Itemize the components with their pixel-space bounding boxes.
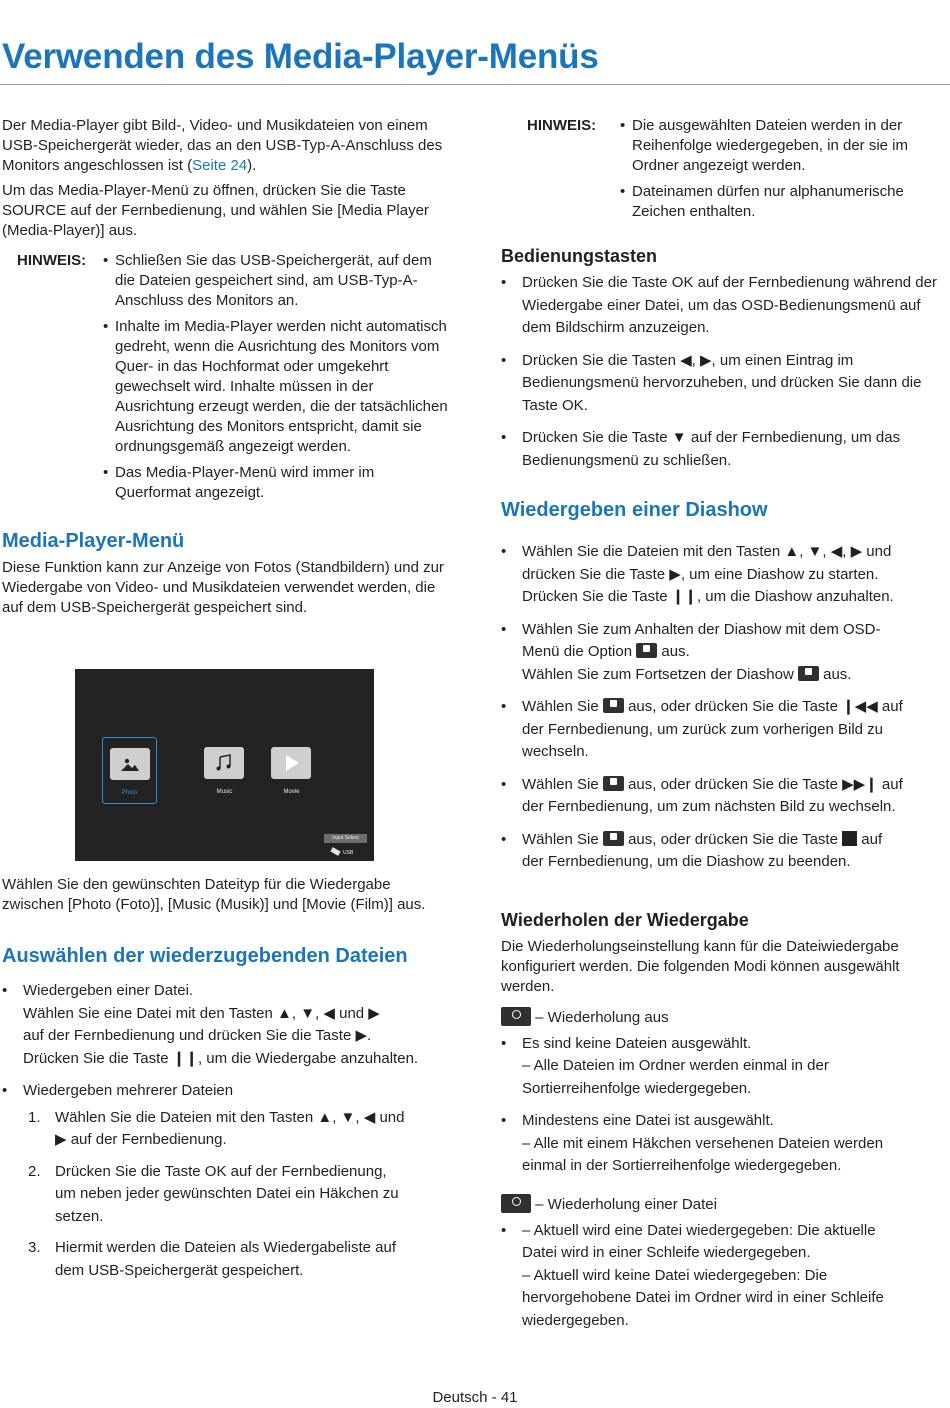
step-line: ▶ auf der Fernbedienung.	[55, 1131, 227, 1148]
controls-item: • Drücken Sie die Tasten ◀, ▶, um einen Eintrag im Bedienungsmenü hervorzuheben, und drücken Sie dann die Taste OK.	[501, 350, 946, 418]
multi-step	[23, 1237, 448, 1282]
repeat-one-item	[501, 1220, 946, 1333]
step-number: 2.	[28, 1162, 41, 1180]
select-files-heading: Auswählen der wiederzugebenden Dateien	[2, 945, 408, 967]
step-line: Drücken Sie die Taste OK auf der Fernbedienung,	[55, 1162, 387, 1180]
repeat-line: Sortierreihenfolge wiedergegeben.	[522, 1079, 752, 1097]
step-line: Hiermit werden die Dateien als Wiedergabeliste auf	[55, 1239, 397, 1256]
slideshow-line: der Fernbedienung, um die Diashow zu beenden.	[522, 853, 851, 870]
repeat-description: Die Wiederholungseinstellung kann für die Dateiwiedergabe konfiguriert werden. Die folgenden Modi können ausgewählt werden.	[501, 937, 900, 995]
repeat-one-row	[501, 1194, 946, 1216]
controls-heading: Bedienungstasten	[501, 246, 658, 266]
movie-label: Movie	[283, 789, 300, 795]
music-icon	[204, 747, 244, 779]
slideshow-item	[501, 696, 946, 764]
slideshow-text: aus.	[823, 665, 852, 683]
repeat-one-list	[501, 1220, 946, 1333]
slideshow-text: Wählen Sie	[522, 698, 599, 715]
repeat-off-row	[501, 1007, 946, 1029]
multi-step	[23, 1107, 448, 1152]
play-files-list	[2, 980, 448, 1103]
open-menu-paragraph: Um das Media-Player-Menü zu öffnen, drücken Sie die Taste SOURCE auf der Fernbedienung, und wählen Sie [Media Player (Media-Player)] aus.	[2, 182, 429, 239]
play-single-title: • Wiedergeben einer Datei.	[23, 982, 194, 999]
repeat-icon	[501, 1194, 531, 1213]
play-single-line: Wählen Sie eine Datei mit den Tasten ▲, ▼, ◀ und ▶	[23, 1004, 380, 1022]
slideshow-line	[522, 829, 946, 852]
slideshow-line	[522, 774, 946, 797]
input-select-button[interactable]: Input Select	[324, 834, 367, 843]
right-note-block	[501, 116, 946, 228]
slideshow-list	[501, 541, 946, 874]
slideshow-text: Wählen Sie	[522, 775, 599, 793]
stop-key-icon	[842, 831, 857, 846]
right-note-label: HINWEIS:	[527, 117, 597, 134]
media-player-screenshot	[75, 669, 374, 861]
music-label: Music	[216, 789, 233, 795]
left-column-lower	[2, 875, 448, 1291]
movie-tile[interactable]	[264, 737, 319, 804]
usb-label: USB	[343, 850, 354, 856]
slideshow-line: • Wählen Sie die Dateien mit den Tasten ▲, ▼, ◀, ▶ und	[522, 543, 892, 560]
media-player-menu-heading: Media-Player-Menü	[2, 530, 185, 552]
repeat-line: Datei wird in einer Schleife wiedergegeben.	[522, 1244, 811, 1261]
note-block	[2, 251, 448, 509]
slideshow-text: Wählen Sie zum Fortsetzen der Diashow	[522, 665, 794, 683]
right-note-item: • Dateinamen dürfen nur alphanumerische Zeichen enthalten.	[616, 182, 946, 222]
slideshow-text: aus.	[661, 643, 690, 660]
usb-indicator	[331, 849, 353, 857]
slideshow-item	[501, 774, 946, 819]
note-list	[99, 251, 448, 509]
choose-type-paragraph: Wählen Sie den gewünschten Dateityp für die Wiedergabe zwischen [Photo (Foto)], [Music (Musik)] und [Movie (Film)] aus.	[2, 876, 426, 913]
slideshow-line: • Wählen Sie zum Anhalten der Diashow mit dem OSD-	[522, 620, 881, 638]
page-24-link[interactable]: Seite 24	[192, 157, 248, 174]
stop-icon	[603, 831, 624, 846]
prev-icon	[603, 698, 624, 713]
note-label: HINWEIS:	[17, 252, 87, 269]
step-number: 3.	[28, 1239, 41, 1256]
repeat-line: – Alle mit einem Häkchen versehenen Dateien werden	[522, 1134, 884, 1152]
play-icon	[798, 666, 819, 681]
slideshow-line: wechseln.	[522, 743, 589, 760]
repeat-off-list	[501, 1033, 946, 1178]
right-note-item: • Die ausgewählten Dateien werden in der Reihenfolge wiedergegeben, in der sie im Ordner angezeigt werden.	[616, 116, 946, 176]
slideshow-text: auf	[861, 830, 883, 848]
slideshow-text: aus, oder drücken Sie die Taste ❙◀◀ auf	[628, 698, 903, 715]
note-item: • Schließen Sie das USB-Speichergerät, auf dem die Dateien gespeichert sind, am USB-Typ-A-Anschluss des Monitors an.	[99, 251, 448, 311]
title-divider	[0, 84, 950, 85]
repeat-icon	[501, 1007, 531, 1026]
repeat-line: • – Aktuell wird eine Datei wiedergegeben: Die aktuelle	[522, 1221, 876, 1239]
page-title: Verwenden des Media-Player-Menüs	[2, 37, 599, 76]
usb-icon	[330, 847, 340, 856]
slideshow-line: Drücken Sie die Taste ❙❙, um die Diashow anzuhalten.	[522, 588, 894, 605]
multi-steps-list	[2, 1107, 448, 1283]
pause-icon	[636, 643, 657, 658]
step-line: setzen.	[55, 1207, 104, 1225]
photo-label: Photo	[121, 790, 138, 796]
repeat-line: hervorgehobene Datei im Ordner wird in einer Schleife	[522, 1289, 884, 1306]
repeat-off-item	[501, 1033, 946, 1101]
repeat-off-label: – Wiederholung aus	[535, 1008, 669, 1026]
slideshow-heading: Wiedergeben einer Diashow	[501, 499, 768, 521]
play-single-line: Drücken Sie die Taste ❙❙, um die Wiedergabe anzuhalten.	[23, 1049, 419, 1067]
repeat-line: – Aktuell wird keine Datei wiedergegeben: Die	[522, 1266, 828, 1284]
repeat-line: einmal in der Sortierreihenfolge wiedergegeben.	[522, 1157, 842, 1174]
step-line: dem USB-Speichergerät gespeichert.	[55, 1261, 304, 1279]
repeat-one-label: – Wiederholung einer Datei	[535, 1195, 717, 1213]
repeat-line: • Mindestens eine Datei ist ausgewählt.	[522, 1112, 774, 1129]
photo-tile[interactable]	[102, 737, 157, 804]
repeat-line: • Es sind keine Dateien ausgewählt.	[522, 1034, 752, 1052]
intro-paragraph	[2, 116, 448, 176]
controls-item: • Drücken Sie die Taste ▼ auf der Fernbedienung, um das Bedienungsmenü zu schließen.	[501, 427, 946, 472]
controls-list	[501, 272, 946, 472]
left-column	[2, 116, 448, 623]
right-note-list	[616, 116, 946, 228]
intro-text-end: ).	[247, 157, 257, 174]
step-number: 1.	[28, 1108, 41, 1126]
slideshow-item	[501, 541, 946, 609]
repeat-heading: Wiederholen der Wiedergabe	[501, 909, 749, 930]
repeat-line: – Alle Dateien im Ordner werden einmal in der	[522, 1057, 829, 1074]
controls-item: • Drücken Sie die Taste OK auf der Fernbedienung während der Wiedergabe einer Datei, um das OSD-Bedienungsmenü auf dem Bildschirm anzuzeigen.	[501, 272, 946, 340]
play-single-item	[2, 980, 448, 1070]
play-multi-title: • Wiedergeben mehrerer Dateien	[23, 1082, 234, 1099]
menu-description: Diese Funktion kann zur Anzeige von Fotos (Standbildern) und zur Wiedergabe von Video- und Musikdateien verwendet werden, die auf dem USB-Speichergerät gespeichert sind.	[2, 559, 444, 616]
slideshow-text: aus, oder drücken Sie die Taste ▶▶❙ auf	[628, 775, 903, 793]
slideshow-text: Menü die Option	[522, 643, 633, 660]
slideshow-line	[522, 641, 946, 664]
step-line: um neben jeder gewünschten Datei ein Häkchen zu	[55, 1185, 399, 1202]
movie-icon	[271, 747, 311, 779]
slideshow-line: der Fernbedienung, um zurück zum vorherigen Bild zu	[522, 720, 884, 738]
photo-icon	[110, 748, 150, 780]
slideshow-text: Wählen Sie	[522, 830, 599, 848]
music-tile[interactable]	[197, 737, 252, 804]
right-column	[501, 116, 946, 1342]
slideshow-text: aus, oder drücken Sie die Taste	[628, 830, 838, 848]
repeat-line: wiedergegeben.	[522, 1311, 629, 1329]
slideshow-line	[522, 664, 946, 687]
slideshow-item	[501, 619, 946, 687]
intro-text: Der Media-Player gibt Bild-, Video- und Musikdateien von einem USB-Speichergerät wieder, das an den USB-Typ-A-Anschluss des Monitors angeschlossen ist (	[2, 117, 443, 174]
step-line: Wählen Sie die Dateien mit den Tasten ▲, ▼, ◀ und	[55, 1108, 405, 1126]
page-footer: Deutsch - 41	[432, 1389, 518, 1406]
slideshow-line: der Fernbedienung, um zum nächsten Bild zu wechseln.	[522, 798, 896, 815]
slideshow-line	[522, 696, 946, 719]
slideshow-line: drücken Sie die Taste ▶, um eine Diashow zu starten.	[522, 565, 879, 583]
repeat-off-item	[501, 1110, 946, 1178]
note-item: • Inhalte im Media-Player werden nicht automatisch gedreht, wenn die Ausrichtung des Monitors vom Quer- in das Hochformat oder umgekehrt gewechselt wird. Inhalte müssen in der Ausrichtung erzeugt werden, die der tatsächlichen Ausrichtung des Monitors entspricht, damit sie ordnungsgemäß angezeigt werden.	[99, 317, 448, 457]
multi-step	[23, 1161, 448, 1229]
play-single-line: auf der Fernbedienung und drücken Sie die Taste ▶.	[23, 1027, 372, 1044]
note-item: • Das Media-Player-Menü wird immer im Querformat angezeigt.	[99, 463, 448, 503]
play-multi-item	[2, 1080, 448, 1103]
slideshow-item	[501, 829, 946, 874]
next-icon	[603, 776, 624, 791]
